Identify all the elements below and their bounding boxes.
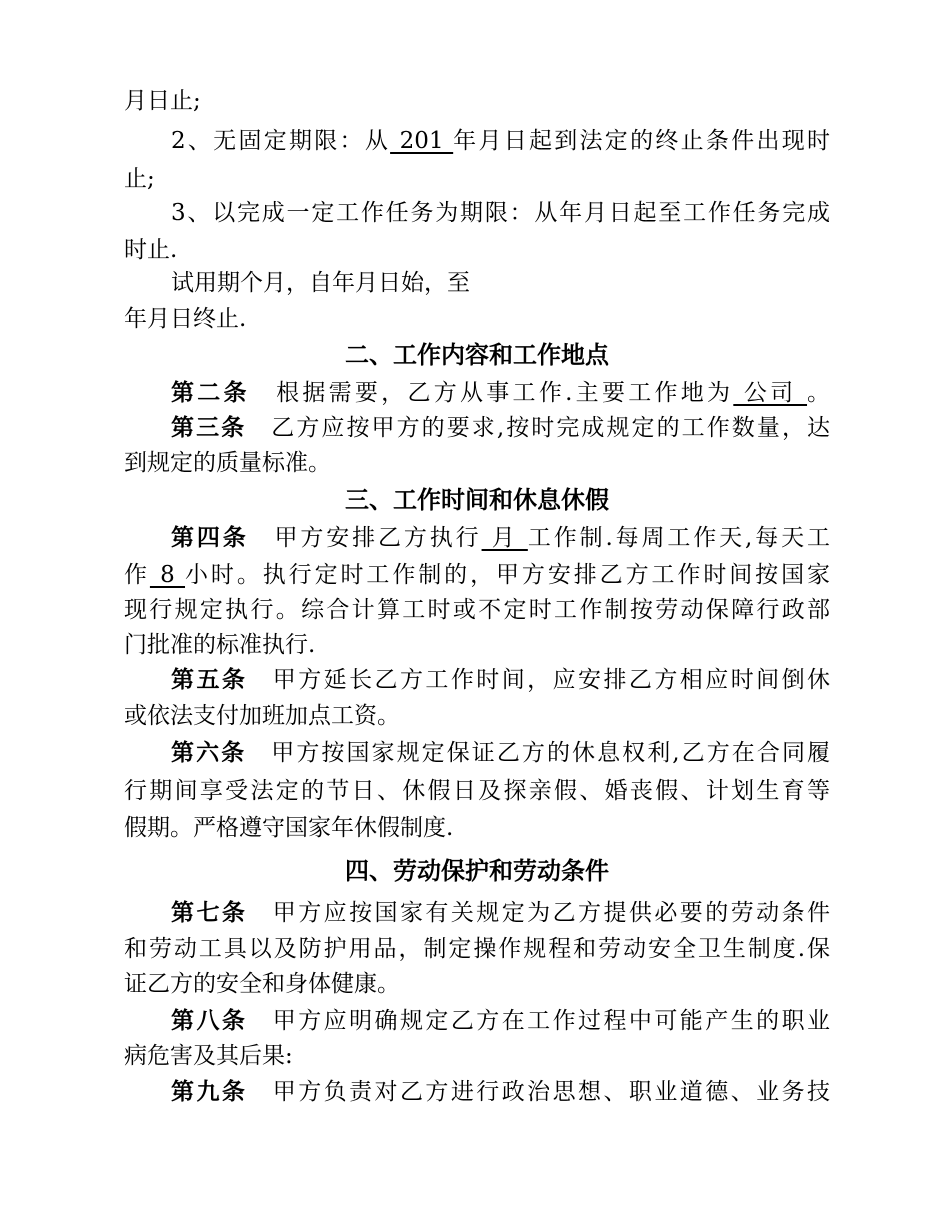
line-text: 月日止; [124, 88, 201, 114]
line-text: 和劳动工具以及防护用品，制定操作规程和劳动安全卫生制度.保 [124, 936, 830, 962]
text-line [124, 628, 830, 662]
line-text: 乙方应按甲方的要求,按时完成规定的工作数量，达 [269, 415, 830, 441]
section-heading: 二、工作内容和工作地点 [345, 341, 609, 369]
line-text: 2、无固定期限：从 [171, 128, 391, 154]
underlined-blank: 8 [149, 562, 186, 588]
line-text: 根据需要，乙方从事工作.主要工作地为 [272, 380, 734, 406]
line-text: 病危害及其后果: [124, 1043, 293, 1069]
article-label: 第九条 [171, 1079, 248, 1105]
article-line [171, 663, 830, 697]
line-text: 证乙方的安全和身体健康。 [124, 971, 400, 997]
line-text: 门批准的标准执行. [124, 632, 316, 658]
text-line [124, 446, 830, 480]
article-label: 第二条 [171, 380, 250, 406]
article-line [171, 411, 830, 445]
line-text: 甲方负责对乙方进行政治思想、职业道德、业务技 [270, 1079, 830, 1105]
text-line [124, 162, 830, 196]
line-text: 时止. [124, 237, 178, 263]
line-text: 或依法支付加班加点工资。 [124, 703, 400, 729]
text-line [124, 302, 830, 336]
line-text: 试用期个月，自年月日始，至 [171, 270, 470, 296]
line-text: 止; [124, 166, 155, 192]
article-line [171, 1004, 830, 1038]
text-line [124, 699, 830, 733]
section-heading: 四、劳动保护和劳动条件 [345, 857, 609, 885]
text-line [124, 558, 830, 592]
text-line [124, 774, 830, 808]
line-text: 假期。严格遵守国家年休假制度. [124, 815, 454, 841]
text-line [124, 593, 830, 627]
text-line [171, 124, 830, 158]
line-text: 。 [807, 380, 830, 406]
line-text: 年月日终止. [124, 306, 247, 332]
text-line [124, 233, 830, 267]
text-line [171, 196, 830, 230]
underlined-blank: 201 [390, 128, 454, 154]
article-line [171, 376, 830, 410]
line-text: 年月日起到法定的终止条件出现时 [453, 128, 830, 154]
text-line [171, 266, 830, 300]
text-line [124, 932, 830, 966]
article-label: 第七条 [171, 900, 248, 926]
section-heading: 三、工作时间和休息休假 [345, 486, 609, 514]
article-label: 第六条 [171, 740, 247, 766]
text-line [124, 811, 830, 845]
line-text: 甲方按国家规定保证乙方的休息权利,乙方在合同履 [269, 740, 830, 766]
line-text: 作 [124, 562, 150, 588]
underlined-blank: 公司 [733, 380, 808, 406]
text-line [124, 84, 830, 118]
article-label: 第五条 [171, 667, 248, 693]
article-line [171, 1075, 830, 1109]
line-text: 工作制.每周工作天,每天工 [527, 525, 830, 551]
line-text: 行期间享受法定的节日、休假日及探亲假、婚丧假、计划生育等 [124, 778, 830, 804]
line-text: 甲方应按国家有关规定为乙方提供必要的劳动条件 [270, 900, 830, 926]
text-line [124, 1039, 830, 1073]
article-line [171, 521, 830, 555]
article-label: 第八条 [171, 1008, 248, 1034]
line-text: 甲方应明确规定乙方在工作过程中可能产生的职业 [270, 1008, 830, 1034]
text-line [124, 967, 830, 1001]
article-line [171, 736, 830, 770]
underlined-blank: 月 [481, 525, 528, 551]
line-text: 3、以完成一定工作任务为期限：从年月日起至工作任务完成 [171, 200, 830, 226]
article-label: 第四条 [171, 525, 249, 551]
line-text: 现行规定执行。综合计算工时或不定时工作制按劳动保障行政部 [124, 597, 830, 623]
article-line [171, 896, 830, 930]
line-text: 甲方安排乙方执行 [271, 525, 482, 551]
line-text: 甲方延长乙方工作时间，应安排乙方相应时间倒休 [270, 667, 830, 693]
line-text: 小时。执行定时工作制的，甲方安排乙方工作时间按国家 [185, 562, 830, 588]
article-label: 第三条 [171, 415, 247, 441]
line-text: 到规定的质量标准。 [124, 450, 331, 476]
